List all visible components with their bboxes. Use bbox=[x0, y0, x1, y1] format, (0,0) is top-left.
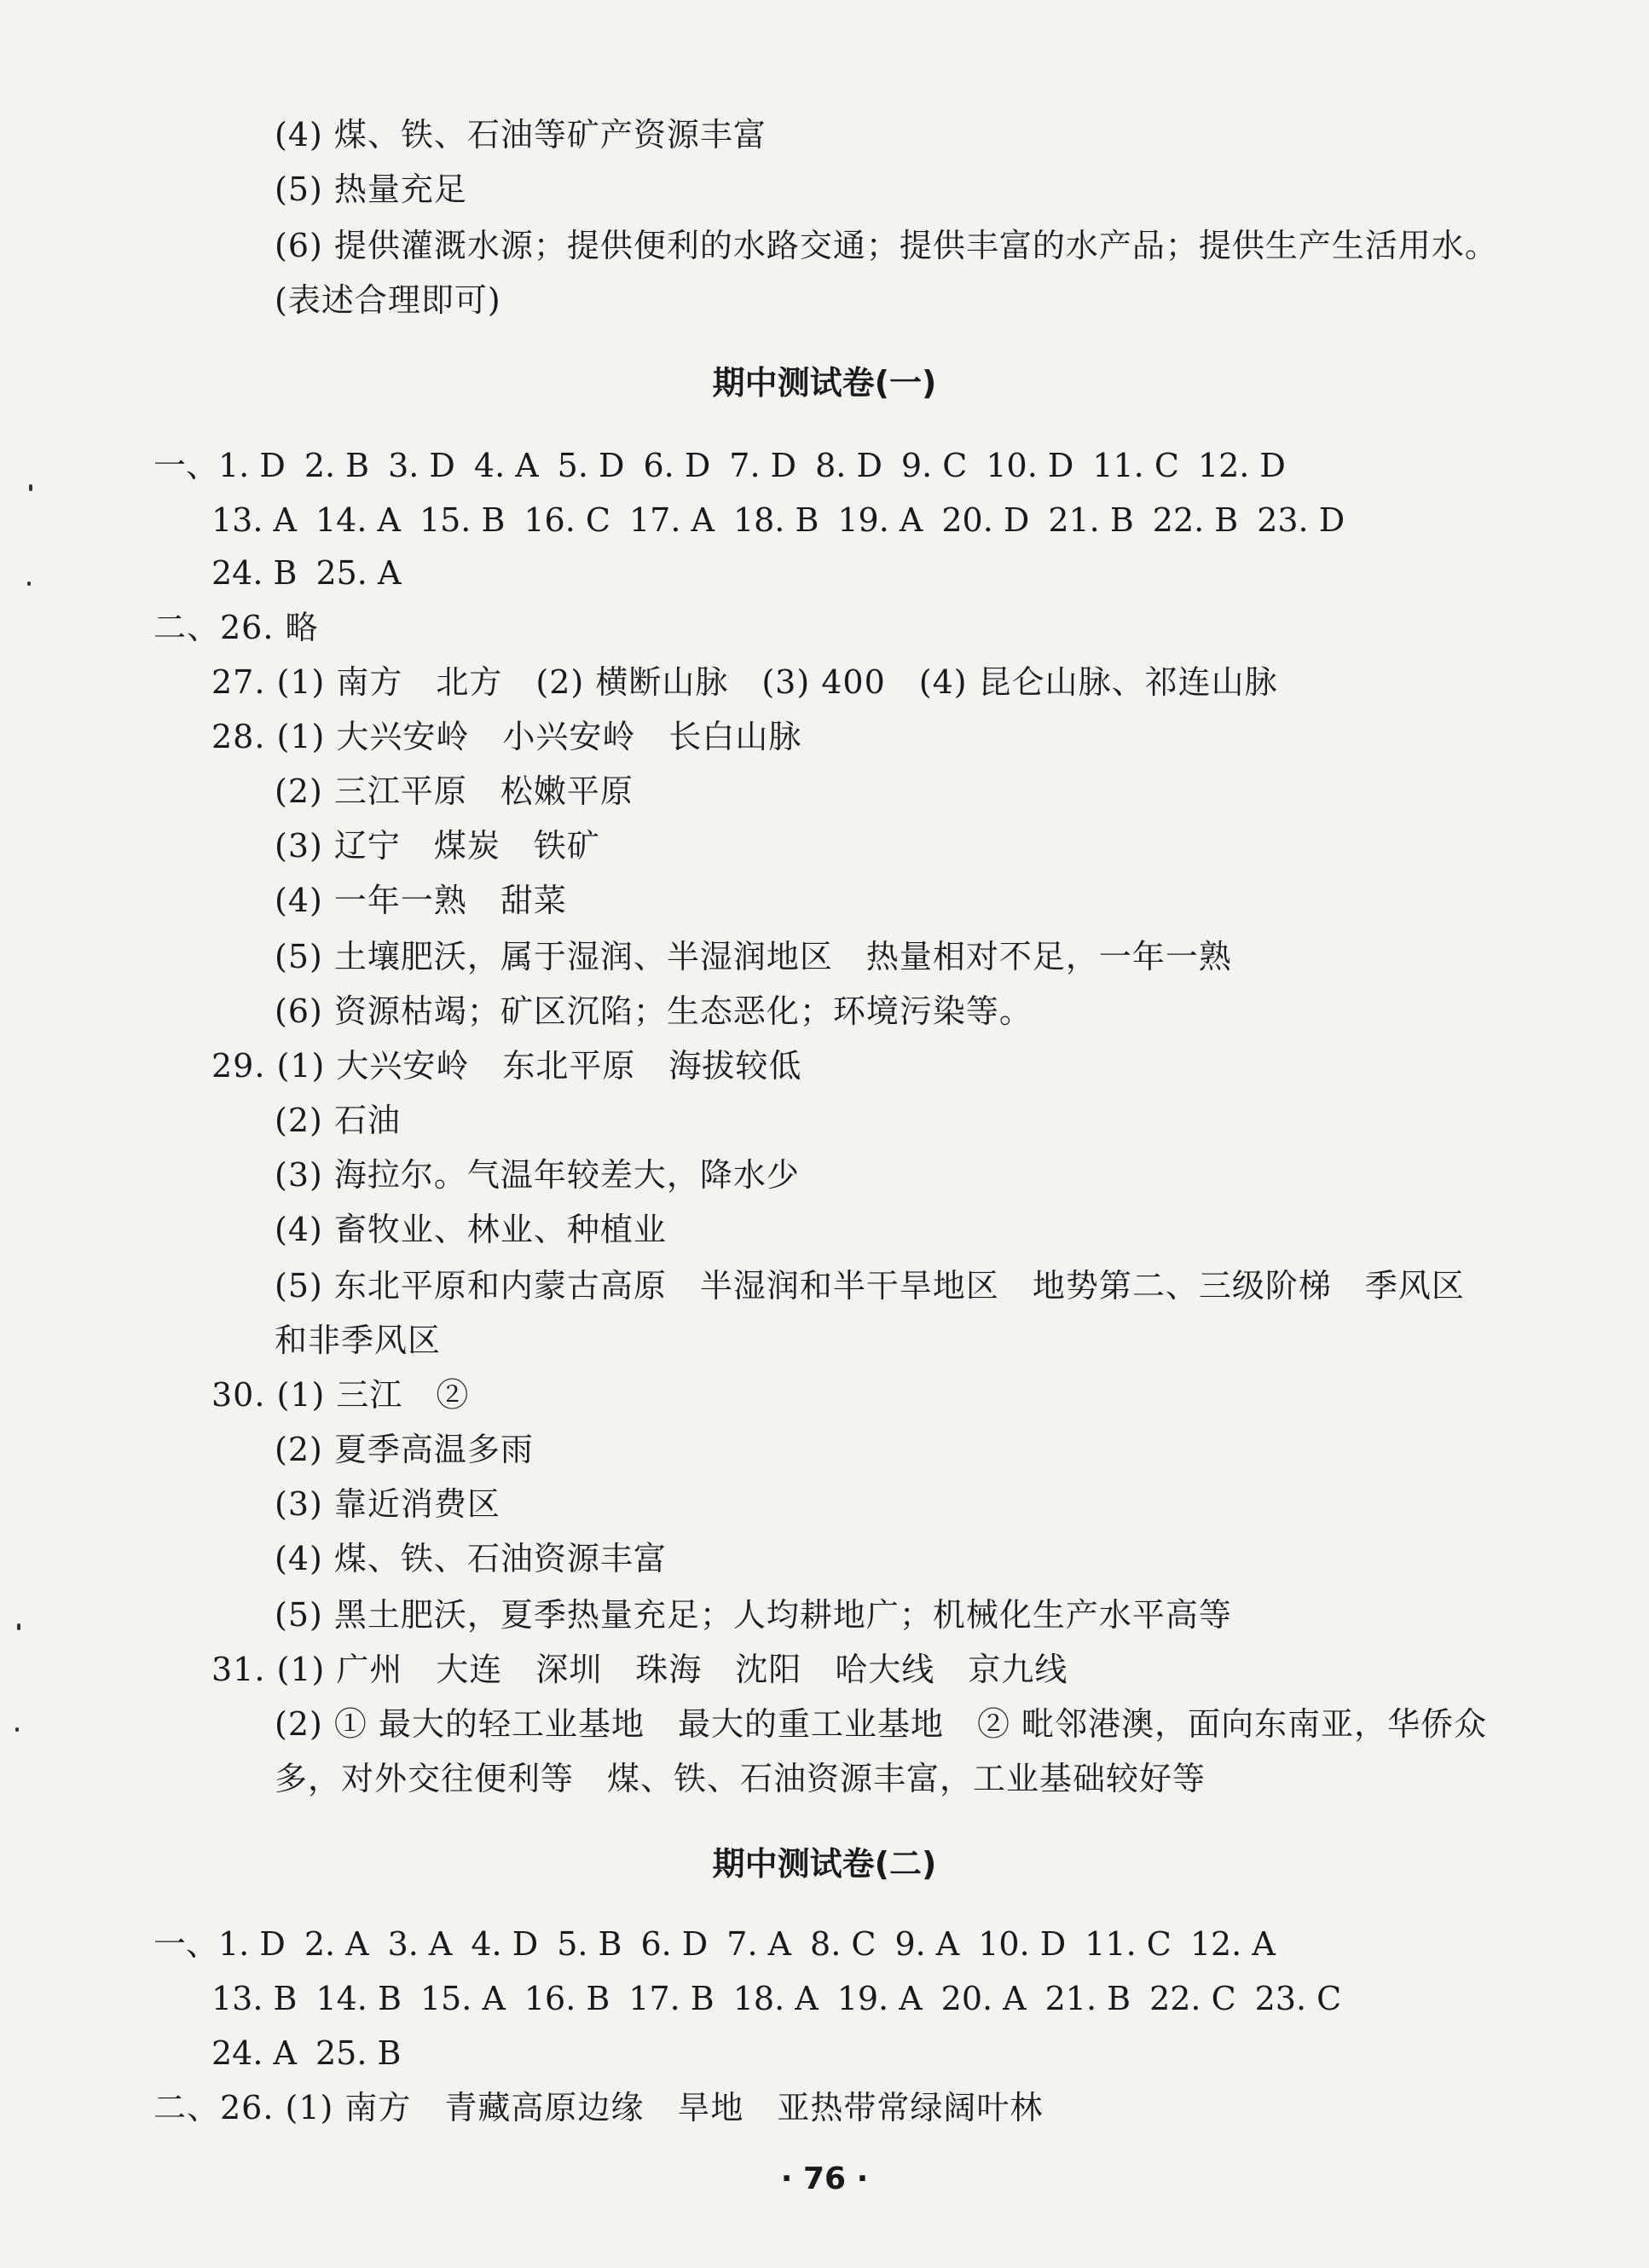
mcq-answer: 24. A bbox=[211, 2034, 297, 2072]
mcq-answer: 9. A bbox=[894, 1925, 960, 1963]
mcq-answer: 16. B bbox=[524, 1980, 610, 2017]
page-number: · 76 · bbox=[780, 2161, 869, 2196]
answer-line: (2) ① 最大的轻工业基地 最大的重工业基地 ② 毗邻港澳，面向东南亚，华侨众 bbox=[275, 1705, 1488, 1743]
mcq-answer: 5. B bbox=[557, 1925, 622, 1963]
mcq-answer: 7. A bbox=[726, 1925, 792, 1963]
mcq-answer: 5. D bbox=[557, 447, 625, 484]
scan-speck bbox=[17, 1623, 20, 1630]
mcq-answer: 8. D bbox=[815, 447, 882, 484]
mcq-answer: 一、1. D bbox=[153, 1925, 286, 1963]
mcq-answer: 25. B bbox=[315, 2034, 402, 2072]
mcq-answer: 15. B bbox=[419, 501, 506, 539]
mcq-answer: 10. D bbox=[986, 447, 1074, 484]
answer-line: 30. (1) 三江 ② bbox=[211, 1376, 470, 1414]
mcq-answer: 15. A bbox=[419, 1980, 506, 2017]
scan-speck bbox=[27, 581, 31, 586]
mcq-answer: 2. A bbox=[304, 1925, 369, 1963]
answer-line: (4) 煤、铁、石油等矿产资源丰富 bbox=[275, 116, 767, 153]
section-title: 期中测试卷(一) bbox=[712, 364, 937, 402]
answer-line: (4) 一年一熟 甜菜 bbox=[275, 882, 567, 919]
answer-line: 29. (1) 大兴安岭 东北平原 海拔较低 bbox=[211, 1047, 802, 1085]
mcq-answer: 4. D bbox=[471, 1925, 539, 1963]
answer-line: 31. (1) 广州 大连 深圳 珠海 沈阳 哈大线 京九线 bbox=[211, 1651, 1068, 1688]
mcq-answer: 25. A bbox=[315, 554, 402, 592]
mcq-row bbox=[211, 498, 1363, 542]
answer-line: 28. (1) 大兴安岭 小兴安岭 长白山脉 bbox=[211, 718, 802, 755]
answer-line: (3) 海拉尔。气温年较差大，降水少 bbox=[275, 1156, 800, 1194]
mcq-answer: 23. C bbox=[1254, 1980, 1342, 2017]
mcq-answer: 8. C bbox=[810, 1925, 877, 1963]
mcq-answer: 22. C bbox=[1149, 1980, 1236, 2017]
mcq-answer: 6. D bbox=[643, 447, 711, 484]
answer-line: 二、26. 略 bbox=[153, 609, 319, 646]
answer-line: (4) 煤、铁、石油资源丰富 bbox=[275, 1540, 667, 1577]
answer-line: (5) 黑土肥沃，夏季热量充足；人均耕地广；机械化生产水平高等 bbox=[275, 1596, 1232, 1634]
answer-line: (5) 东北平原和内蒙古高原 半湿润和半干旱地区 地势第二、三级阶梯 季风区 bbox=[275, 1267, 1465, 1305]
answer-line: (6) 资源枯竭；矿区沉陷；生态恶化；环境污染等。 bbox=[275, 992, 1033, 1030]
mcq-row bbox=[211, 551, 419, 595]
answer-line: (2) 夏季高温多雨 bbox=[275, 1431, 534, 1468]
mcq-answer: 21. B bbox=[1044, 1980, 1131, 2017]
mcq-answer: 21. B bbox=[1048, 501, 1134, 539]
mcq-answer: 4. A bbox=[473, 447, 539, 484]
answer-line: (2) 三江平原 松嫩平原 bbox=[275, 772, 634, 810]
answer-line: 多，对外交往便利等 煤、铁、石油资源丰富，工业基础较好等 bbox=[275, 1760, 1206, 1797]
mcq-answer: 17. B bbox=[628, 1980, 715, 2017]
scan-speck bbox=[29, 484, 32, 491]
mcq-answer: 2. B bbox=[304, 447, 370, 484]
mcq-answer: 9. C bbox=[900, 447, 968, 484]
mcq-answer: 11. C bbox=[1092, 447, 1179, 484]
mcq-answer: 3. D bbox=[388, 447, 455, 484]
mcq-answer: 20. D bbox=[941, 501, 1030, 539]
mcq-answer: 24. B bbox=[211, 554, 298, 592]
mcq-answer: 12. D bbox=[1197, 447, 1286, 484]
answer-line: 二、26. (1) 南方 青藏高原边缘 旱地 亚热带常绿阔叶林 bbox=[153, 2089, 1044, 2126]
mcq-answer: 19. A bbox=[836, 1980, 923, 2017]
answer-line: 27. (1) 南方 北方 (2) 横断山脉 (3) 400 (4) 昆仑山脉、祁连山脉 bbox=[211, 663, 1278, 701]
answer-line: (2) 石油 bbox=[275, 1102, 401, 1139]
mcq-row bbox=[153, 1922, 1294, 1966]
answer-line: (5) 土壤肥沃，属于湿润、半湿润地区 热量相对不足，一年一熟 bbox=[275, 938, 1232, 975]
mcq-answer: 7. D bbox=[729, 447, 797, 484]
mcq-row bbox=[211, 2031, 419, 2075]
mcq-answer: 6. D bbox=[640, 1925, 709, 1963]
mcq-answer: 13. B bbox=[211, 1980, 298, 2017]
answer-line: (3) 靠近消费区 bbox=[275, 1485, 500, 1523]
mcq-answer: 20. A bbox=[940, 1980, 1027, 2017]
answer-line: 和非季风区 bbox=[275, 1322, 442, 1359]
mcq-answer: 14. B bbox=[315, 1980, 402, 2017]
mcq-answer: 16. C bbox=[524, 501, 610, 539]
answer-line: (表述合理即可) bbox=[275, 281, 501, 319]
mcq-answer: 11. C bbox=[1085, 1925, 1172, 1963]
mcq-row bbox=[153, 443, 1305, 488]
mcq-answer: 10. D bbox=[978, 1925, 1067, 1963]
mcq-answer: 17. A bbox=[628, 501, 715, 539]
mcq-answer: 19. A bbox=[837, 501, 923, 539]
mcq-answer: 22. B bbox=[1152, 501, 1239, 539]
answer-line: (5) 热量充足 bbox=[275, 171, 467, 208]
mcq-answer: 13. A bbox=[211, 501, 297, 539]
mcq-row bbox=[211, 1976, 1360, 2021]
answer-line: (6) 提供灌溉水源；提供便利的水路交通；提供丰富的水产品；提供生产生活用水。 bbox=[275, 227, 1498, 264]
section-title: 期中测试卷(二) bbox=[712, 1845, 937, 1883]
answer-line: (3) 辽宁 煤炭 铁矿 bbox=[275, 827, 600, 865]
mcq-answer: 一、1. D bbox=[153, 447, 286, 484]
mcq-answer: 18. B bbox=[732, 501, 819, 539]
mcq-answer: 14. A bbox=[315, 501, 401, 539]
mcq-answer: 23. D bbox=[1257, 501, 1345, 539]
answer-line: (4) 畜牧业、林业、种植业 bbox=[275, 1211, 667, 1248]
mcq-answer: 18. A bbox=[732, 1980, 819, 2017]
scan-speck bbox=[15, 1727, 19, 1732]
mcq-answer: 3. A bbox=[387, 1925, 453, 1963]
mcq-answer: 12. A bbox=[1189, 1925, 1276, 1963]
